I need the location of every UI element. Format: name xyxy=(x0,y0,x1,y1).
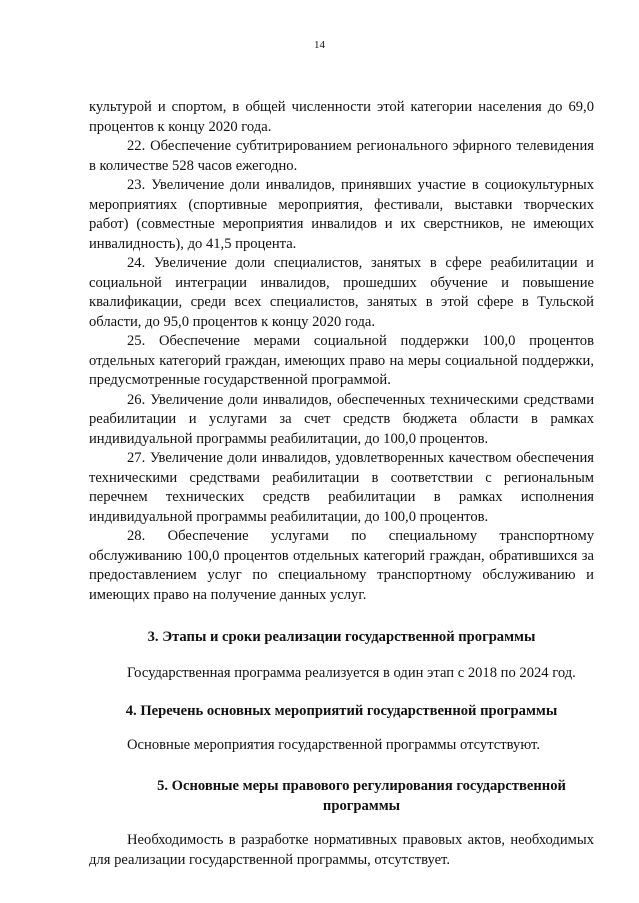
paragraph-continuation: культурой и спортом, в общей численности этой категории населения до 69,0 процентов к концу 2020 года. xyxy=(89,99,594,135)
section-4-text: Основные мероприятия государственной программы отсутствуют. xyxy=(127,736,540,753)
paragraph-item-25: 25. Обеспечение мерами социальной поддержки 100,0 процентов отдельных категорий граждан, имеющих право на меры социальной поддержки, предусмотренные государственной программой. xyxy=(89,333,594,388)
section-5-text: Необходимость в разработке нормативных правовых актов, необходимых для реализации государственной программы, отсутствует. xyxy=(89,832,594,868)
page-number: 14 xyxy=(314,39,325,51)
paragraph-item-27: 27. Увеличение доли инвалидов, удовлетворенных качеством обеспечения техническими средствами реабилитации в соответствии с региональным перечнем технических средств реабилитации в рамках исполнения индивидуальной программы реабилитации, до 100,0 процентов. xyxy=(89,450,594,525)
paragraph-item-23: 23. Увеличение доли инвалидов, принявших участие в социокультурных мероприятиях (спортивные мероприятия, фестивали, выставки творческих работ) (совместные мероприятия инвалидов и их сверстников, не имеющих инвалидность), до 41,5 процента. xyxy=(89,177,594,252)
paragraph-item-26: 26. Увеличение доли инвалидов, обеспеченных техническими средствами реабилитации и услугами за счет средств бюджета области в рамках индивидуальной программы реабилитации, до 100,0 процентов. xyxy=(89,391,594,447)
section-3-text: Государственная программа реализуется в один этап с 2018 по 2024 год. xyxy=(127,664,576,681)
section-5-heading: 5. Основные меры правового регулирования государственной программы xyxy=(157,778,566,814)
section-4-heading: 4. Перечень основных мероприятий государственной программы xyxy=(125,703,558,719)
paragraph-item-28: 28. Обеспечение услугами по специальному транспортному обслуживанию 100,0 процентов отдельных категорий граждан, обратившихся за предоставлением услуг по специальному транспортному обслуживанию и имеющих право на получение данных услуг. xyxy=(89,528,594,603)
paragraph-item-24: 24. Увеличение доли специалистов, занятых в сфере реабилитации и социальной интеграции инвалидов, прошедших обучение и повышение квалификации, среди всех специалистов, занятых в этой сфере в Тульской области, до 95,0 процентов к концу 2020 года. xyxy=(89,255,594,330)
paragraph-item-22: 22. Обеспечение субтитрированием регионального эфирного телевидения в количестве 528 часов ежегодно. xyxy=(89,138,594,174)
section-3-heading: 3. Этапы и сроки реализации государственной программы xyxy=(147,629,536,645)
document-body xyxy=(89,98,594,870)
